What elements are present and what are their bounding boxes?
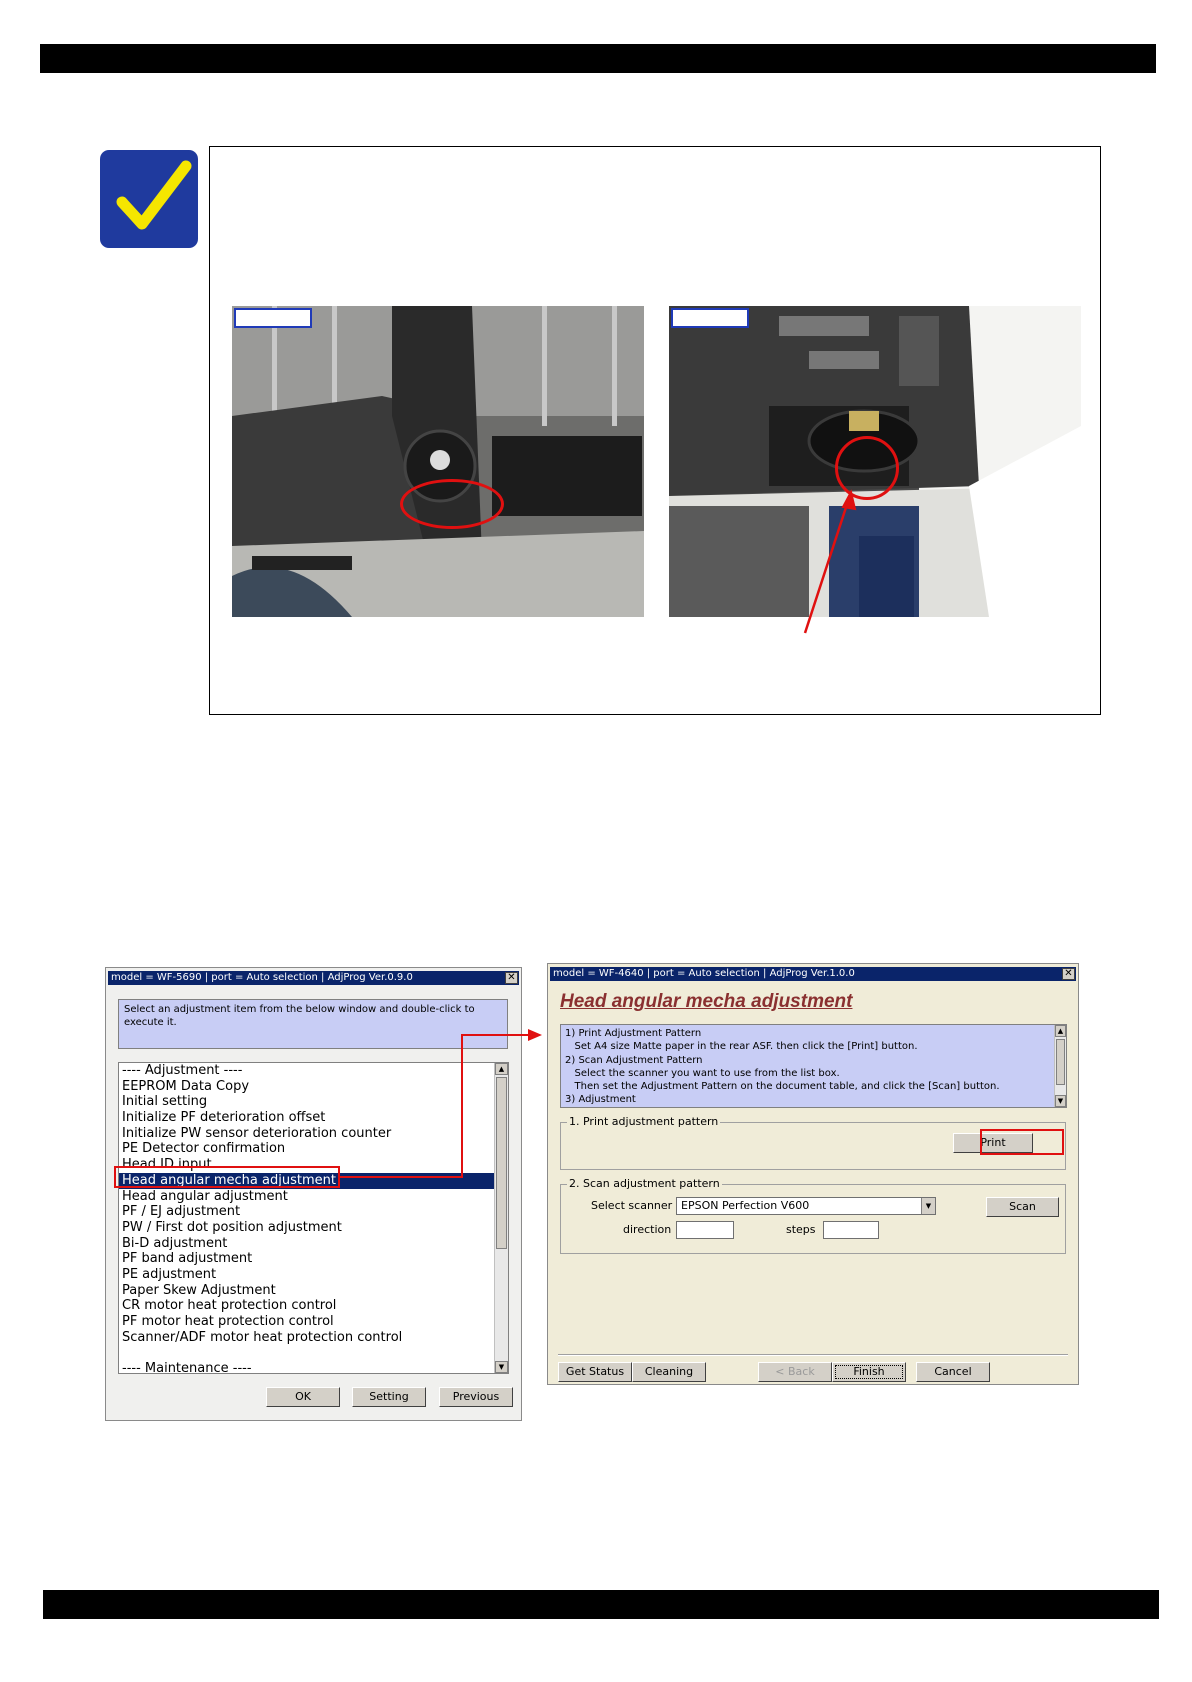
head-angular-window [547,963,1079,1385]
window-title: model = WF-5690 | port = Auto selection | AdjProg Ver.0.9.0 [108,971,519,985]
scroll-down-icon[interactable]: ▼ [1055,1095,1066,1107]
list-item[interactable]: Initialize PW sensor deterioration counter [122,1125,392,1141]
step-line: Then set the Adjustment Pattern on the document table, and click the [Scan] button. [565,1081,1000,1093]
back-button[interactable]: < Back [758,1362,832,1382]
scroll-down-icon[interactable]: ▼ [495,1361,508,1373]
cancel-button[interactable]: Cancel [916,1362,990,1382]
scroll-up-icon[interactable]: ▲ [495,1063,508,1075]
list-item[interactable]: Scanner/ADF motor heat protection control [122,1329,403,1345]
steps-field[interactable] [823,1221,879,1239]
list-item[interactable]: CR motor heat protection control [122,1298,337,1314]
ok-button[interactable]: OK [266,1387,340,1407]
list-item[interactable]: Initialize PF deterioration offset [122,1110,326,1126]
close-icon[interactable]: ✕ [505,972,518,984]
list-item[interactable]: Head angular mecha adjustment [119,1173,494,1189]
list-item[interactable]: ---- Maintenance ---- [122,1361,252,1374]
list-item[interactable]: PF motor heat protection control [122,1314,334,1329]
steps-scrollbar[interactable] [1054,1025,1066,1107]
steps-box [560,1024,1067,1108]
scanner-select[interactable] [676,1197,936,1215]
scroll-thumb[interactable] [1056,1039,1065,1085]
step-line: 1) Print Adjustment Pattern [565,1028,702,1039]
list-item[interactable]: PF band adjustment [122,1251,253,1267]
list-item[interactable]: PW / First dot position adjustment [122,1219,342,1235]
list-item[interactable]: Head angular adjustment [122,1188,288,1204]
list-item[interactable]: Head ID input [122,1157,212,1173]
window-title: model = WF-4640 | port = Auto selection | AdjProg Ver.1.0.0 [550,967,1076,981]
select-scanner-label: Select scanner [591,1199,673,1212]
scan-pattern-group [560,1177,1066,1254]
cleaning-button[interactable]: Cleaning [632,1362,706,1382]
list-item[interactable]: ---- Adjustment ---- [122,1063,243,1078]
finish-button[interactable]: Finish [832,1362,906,1382]
steps-text [565,1027,1052,1107]
step-line: Select the scanner you want to use from the list box. [565,1067,840,1079]
list-item[interactable]: PE Detector confirmation [122,1141,286,1157]
step-line: 2) Scan Adjustment Pattern [565,1054,703,1066]
scan-button[interactable]: Scan [986,1197,1059,1217]
step-line: Set A4 size Matte paper in the rear ASF. then click the [Print] button. [565,1041,918,1053]
list-item[interactable]: Bi-D adjustment [122,1235,228,1251]
scroll-up-icon[interactable]: ▲ [1055,1025,1066,1037]
instruction-text: Select an adjustment item from the below window and double-click to execute it. [124,1004,475,1028]
scanner-select-value: EPSON Perfection V600 [681,1199,810,1212]
step-line: 3) Adjustment [565,1094,636,1106]
print-button-highlight [980,1129,1064,1155]
page-heading: Head angular mecha adjustment [560,991,853,1012]
list-item[interactable]: Initial setting [122,1094,208,1110]
chevron-down-icon[interactable]: ▼ [921,1198,935,1214]
close-icon[interactable]: ✕ [1062,968,1075,980]
get-status-button[interactable]: Get Status [558,1362,632,1382]
list-item[interactable]: EEPROM Data Copy [122,1078,250,1094]
list-item[interactable]: PE adjustment [122,1266,217,1282]
list-item[interactable]: Paper Skew Adjustment [122,1282,276,1298]
print-group-label: 1. Print adjustment pattern [569,1115,719,1128]
scan-group-label: 2. Scan adjustment pattern [569,1177,720,1190]
direction-label: direction [623,1223,672,1236]
direction-field[interactable] [676,1221,734,1239]
print-button[interactable]: Print [953,1133,1033,1153]
list-item[interactable]: PF / EJ adjustment [122,1204,241,1220]
setting-button[interactable]: Setting [352,1387,426,1407]
steps-label: steps [786,1223,816,1236]
previous-button[interactable]: Previous [439,1387,513,1407]
bottom-divider [558,1354,1068,1356]
